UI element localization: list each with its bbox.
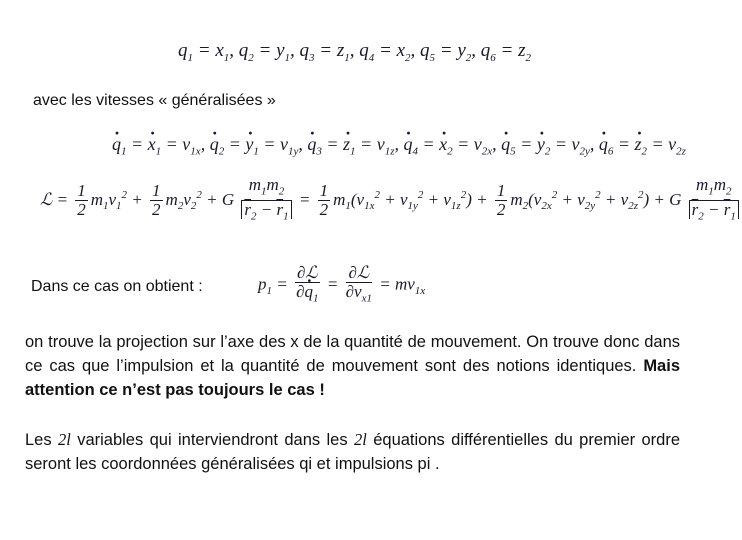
- lagrangian-equation: ℒ = $\frac{1}{2}$ $m_1v_1^2$ + $\frac{1}{2}$ $m_2v_2^2 + G$ $\frac{m_1m_2}{\overline{r}_2 - \overline{r}_1}$ = $\frac{1}{2}$ $m_1(v_{1x}^2 + v_{1y}^2 + v_{1z}^2)$ + $\frac{1}{2}$ $m_2(v_{2x}^2 + v_{2y}^2 + v_{2z}^2) + G$ $\frac{m_1m_2}{\overline{r}_2 - \overline{r}_1}$: [40, 176, 742, 226]
- paragraph-1-bold-warning: Mais attention ce n’est pas toujours le cas !: [25, 357, 680, 399]
- paragraph-variables: [25, 428, 680, 476]
- velocities-intro-text: avec les vitesses « généralisées »: [33, 92, 276, 109]
- paragraph-1-text: on trouve la projection sur l’axe des x de la quantité de mouvement. On trouve donc dans ce cas que l’impulsion et la quantité de mouvement sont des notions identiques.: [25, 333, 680, 375]
- coordinates-equation: $q_1 = x_1$, $q_2 = y_1$, $q_3 = z_1$, $q_4 = x_2$, $q_5 = y_2$, $q_6 = z_2$: [178, 40, 531, 64]
- paragraph-momentum-explanation: [25, 330, 680, 402]
- paragraph-2-2l-a: 2l: [57, 430, 71, 449]
- paragraph-2-2l-b: 2l: [354, 430, 367, 449]
- velocities-equation: · $q_1$ = · $x_1 = v_{1x}$, · $q_2$ = · $y_1 = v_{1y}$, · $q_3$ = · $z_1 = v_{1z}$, · $q_4$ = · $x_2 = v_{2x}$, · $q_5$ = · $y_2 = v_{2y}$, · $q_6$ = · $z_2 = v_{2z}$: [112, 134, 686, 158]
- paragraph-2-start: Les: [25, 431, 58, 449]
- case-intro-text: Dans ce cas on obtient :: [31, 278, 203, 295]
- momentum-equation: $p_1$ = $\frac{\text{∂ℒ}}{\partial\cdot q_1}$ = $\frac{\text{∂ℒ}}{\partial v_{x1}}$ = $mv_{1x}$: [258, 264, 425, 307]
- paragraph-2-end: équations différentielles du premier ordre seront les coordonnées généralisées qi et impulsions pi .: [25, 431, 681, 473]
- paragraph-2-middle: variables qui interviendront dans les: [70, 431, 354, 449]
